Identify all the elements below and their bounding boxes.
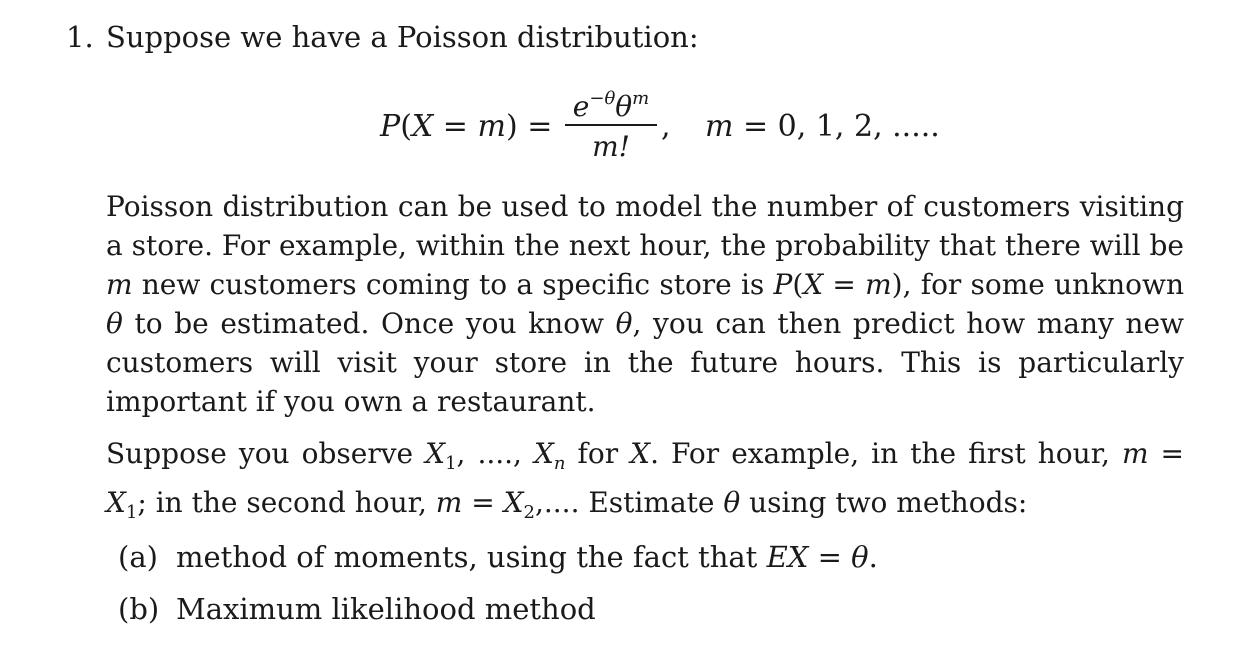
text-run: method of moments, using the fact that	[176, 540, 767, 574]
exponent-m: m	[632, 88, 650, 109]
text-run: for	[565, 437, 631, 470]
equals-sign: =	[517, 109, 553, 144]
paren-close: )	[505, 109, 518, 144]
text-run: (	[792, 268, 804, 301]
text-run: Suppose you observe	[106, 437, 426, 470]
symbol-m: m	[865, 268, 892, 301]
sub-questions-list	[118, 538, 878, 628]
paren-open: (	[400, 109, 412, 144]
symbol-x: X	[106, 486, 126, 519]
text-run: =	[462, 486, 504, 519]
text-run: , ....,	[456, 437, 534, 470]
sub-question-label: (b)	[118, 592, 160, 626]
fraction-numerator	[565, 82, 657, 124]
symbol-x: X	[503, 486, 524, 519]
symbol-m: m	[705, 109, 734, 144]
text-run: , you can then predict how many new customers will visit your store in the future hours. This is particularly important if you own a restaurant.	[106, 307, 1184, 418]
subscript: n	[553, 453, 566, 474]
text-run: to be estimated. Once you know	[122, 307, 616, 340]
symbol-x: X	[533, 437, 554, 470]
symbol-theta: θ	[615, 307, 633, 340]
poisson-pmf-equation	[380, 82, 940, 172]
text-run: using two methods:	[740, 486, 1028, 519]
fraction-denominator: m!	[592, 130, 630, 163]
subscript: 1	[125, 502, 138, 523]
paragraph-observations	[106, 434, 1184, 532]
problem-number: 1.	[66, 20, 94, 54]
text-run: ; in the second hour,	[137, 486, 436, 519]
subscript: 2	[523, 502, 535, 523]
symbol-p: P	[773, 268, 793, 301]
symbol-x: X	[630, 437, 651, 470]
fraction-bar	[565, 124, 657, 126]
symbol-theta: θ	[723, 486, 741, 519]
symbol-p: P	[380, 109, 401, 144]
symbol-x: X	[803, 268, 824, 301]
symbol-theta: θ	[615, 90, 633, 123]
sub-question-a	[118, 538, 878, 576]
text-run: =	[1148, 437, 1184, 470]
paragraph-explanation	[106, 187, 1184, 421]
symbol-e: e	[572, 90, 590, 123]
symbol-m: m	[106, 268, 133, 301]
symbol-x: X	[411, 109, 434, 144]
exponent-neg-theta: −θ	[589, 88, 616, 109]
symbol-x: X	[425, 437, 446, 470]
equals-sign: =	[808, 540, 852, 574]
symbol-m: m	[477, 109, 506, 144]
text-run: ), for some unknown	[891, 268, 1184, 301]
symbol-m: m	[1121, 437, 1149, 470]
problem-intro: Suppose we have a Poisson distribution:	[106, 20, 699, 54]
symbol-m: m	[435, 486, 463, 519]
text-run: .	[868, 540, 878, 574]
text-run: . For example, in the first hour,	[650, 437, 1122, 470]
text-run: new customers coming to a specific store is	[132, 268, 774, 301]
text-run: =	[823, 268, 866, 301]
equals-sign: =	[433, 109, 478, 144]
symbol-theta: θ	[851, 540, 869, 574]
equation-comma: ,	[661, 109, 671, 144]
equation-lhs	[380, 109, 552, 144]
equation-range	[705, 109, 940, 144]
symbol-theta: θ	[106, 307, 123, 340]
text-run: Maximum likelihood method	[176, 592, 596, 626]
subscript: 1	[445, 453, 457, 474]
text-run: Poisson distribution can be used to model the number of customers visiting a store. For example, within the next hour, the probability that there will be	[106, 190, 1184, 262]
text-run: ,.... Estimate	[534, 486, 724, 519]
range-values: = 0, 1, 2, .....	[733, 109, 940, 144]
sub-question-label: (a)	[118, 540, 158, 574]
sub-question-b	[118, 590, 878, 628]
symbol-ex: EX	[766, 540, 809, 574]
